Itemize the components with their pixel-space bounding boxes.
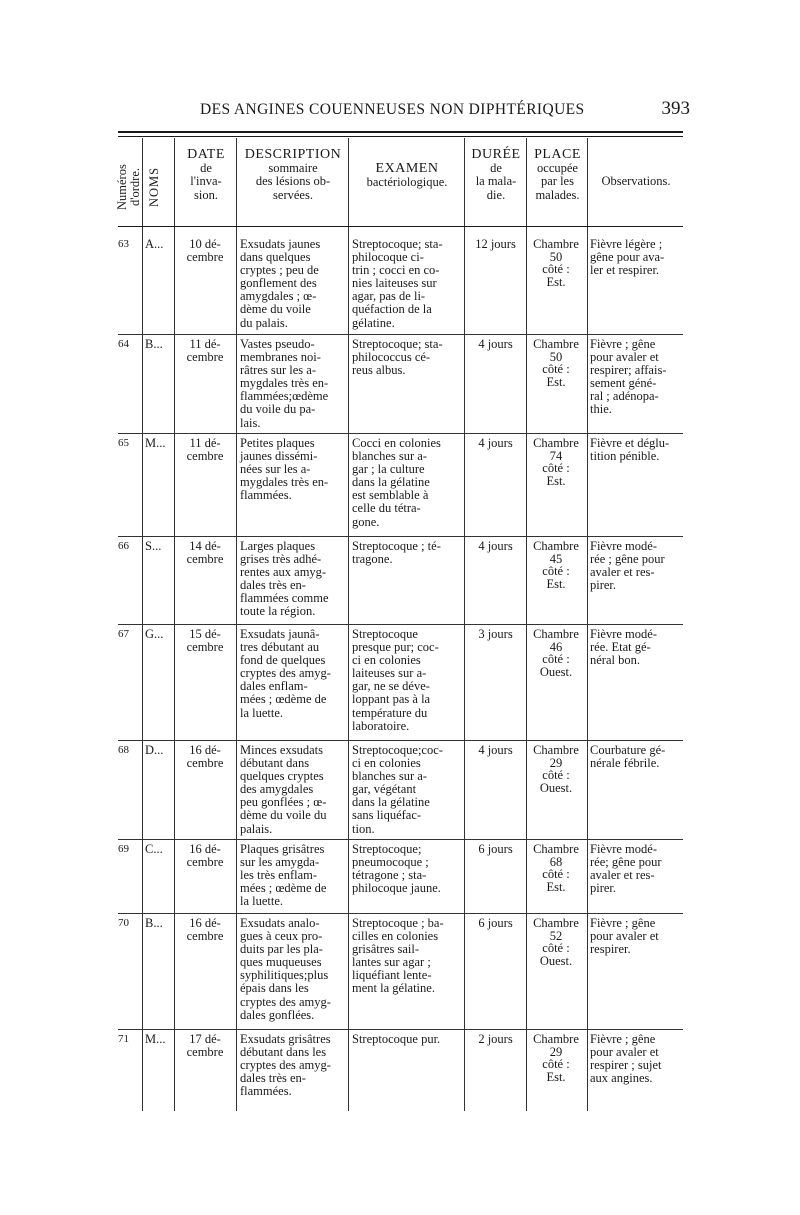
row-place-line: Est. bbox=[546, 576, 566, 591]
row-duree: 3 jours bbox=[478, 627, 513, 641]
row-observations-line: Fièvre ; gêne bbox=[590, 337, 656, 351]
header-place bbox=[528, 148, 587, 202]
row-description-line: dème du voile bbox=[240, 302, 311, 317]
row-observations-line: tition pénible. bbox=[590, 449, 660, 464]
row-place-line: côté : bbox=[542, 941, 570, 955]
row-separator bbox=[118, 624, 683, 625]
header-description-line: sommaire bbox=[268, 160, 318, 175]
row-examen bbox=[352, 437, 462, 529]
row-observations-line: respirer. bbox=[590, 942, 631, 957]
row-description-line: cryptes des amyg- bbox=[240, 666, 331, 681]
header-description-line: DESCRIPTION bbox=[244, 147, 342, 162]
row-place-line: Chambre bbox=[533, 539, 579, 553]
row-number: 63 bbox=[118, 238, 129, 250]
row-observations bbox=[590, 437, 685, 463]
header-examen-line: EXAMEN bbox=[375, 161, 439, 176]
row-observations-line: pirer. bbox=[590, 578, 617, 593]
page-header bbox=[200, 98, 690, 125]
row-description-line: quelques cryptes bbox=[240, 769, 324, 784]
row-examen-line: Streptocoque ; ba- bbox=[352, 916, 444, 930]
row-description-line: grises très adhé- bbox=[240, 552, 322, 567]
row-examen-line: blanches sur a- bbox=[352, 449, 427, 464]
row-duree: 4 jours bbox=[478, 337, 513, 351]
row-date-line: cembre bbox=[186, 929, 224, 944]
row-place-line: côté : bbox=[542, 564, 570, 578]
row-date-line: cembre bbox=[186, 250, 224, 265]
header-description-line: des lésions ob- bbox=[255, 174, 331, 188]
row-observations-line: néral bon. bbox=[590, 653, 640, 668]
row-description-line: membranes noi- bbox=[240, 350, 321, 365]
row-description-line: dales très en- bbox=[240, 578, 306, 593]
row-description-line: dales gonflées. bbox=[240, 1007, 315, 1022]
row-place-line: 50 bbox=[549, 349, 563, 364]
row-duree: 4 jours bbox=[478, 436, 513, 450]
row-observations-line: pour avaler et bbox=[590, 350, 659, 365]
row-description-line: Exsudats jaunâ- bbox=[240, 627, 320, 641]
row-name: B... bbox=[145, 916, 163, 930]
row-date bbox=[177, 338, 233, 364]
row-examen-line: laiteuses sur a- bbox=[352, 666, 427, 681]
row-observations-line: Fièvre et déglu- bbox=[590, 436, 670, 450]
row-place-line: Chambre bbox=[533, 1032, 579, 1046]
row-place-line: côté : bbox=[542, 652, 570, 666]
row-examen-line: agar, pas de li- bbox=[352, 289, 426, 304]
header-date-line: de bbox=[200, 160, 212, 175]
header-description bbox=[238, 148, 348, 202]
row-examen bbox=[352, 540, 462, 566]
row-examen-line: gélatine. bbox=[352, 315, 395, 330]
row-place bbox=[529, 628, 583, 678]
row-description-line: les très enflam- bbox=[240, 868, 318, 883]
row-examen bbox=[352, 843, 462, 895]
row-place-line: Est. bbox=[546, 473, 566, 488]
row-description-line: dème du voile du bbox=[240, 808, 327, 823]
row-description-line: nées sur les a- bbox=[240, 462, 311, 477]
row-description-line: dans quelques bbox=[240, 250, 311, 265]
row-description-line: râtres sur les a- bbox=[240, 363, 317, 378]
row-place bbox=[529, 437, 583, 487]
row-observations-line: respirer; affais- bbox=[590, 363, 667, 378]
row-place-line: 45 bbox=[549, 551, 563, 566]
running-title: DES ANGINES COUENNEUSES NON DIPHTÉRIQUES bbox=[200, 101, 585, 118]
row-separator bbox=[118, 839, 683, 840]
row-description-line: Larges plaques bbox=[240, 539, 316, 553]
row-description-line: Exsudats jaunes bbox=[240, 237, 321, 251]
row-examen-line: dans la gélatine bbox=[352, 795, 430, 810]
row-place-line: 29 bbox=[549, 755, 563, 770]
row-description-line: jaunes dissémi- bbox=[240, 449, 318, 464]
row-place-line: Chambre bbox=[533, 916, 579, 930]
row-place-line: côté : bbox=[542, 461, 570, 475]
row-description-line: la luette. bbox=[240, 894, 284, 909]
top-rule-thin bbox=[118, 136, 683, 137]
row-examen-line: tétragone ; sta- bbox=[352, 868, 427, 883]
row-description-line: mygdales très en- bbox=[240, 376, 329, 391]
row-place bbox=[529, 843, 583, 893]
row-number: 65 bbox=[118, 437, 129, 449]
row-observations bbox=[590, 338, 685, 417]
row-observations-line: thie. bbox=[590, 402, 612, 417]
row-separator bbox=[118, 1029, 683, 1030]
header-date-line: sion. bbox=[194, 187, 218, 202]
row-description-line: rentes aux amyg- bbox=[240, 565, 327, 580]
row-observations-line: pour avaler et bbox=[590, 929, 659, 944]
row-examen-line: celle du tétra- bbox=[352, 501, 421, 516]
header-numero: Numéros d'ordre. bbox=[115, 164, 142, 210]
header-noms: NOMS bbox=[147, 166, 161, 208]
row-number: 70 bbox=[118, 917, 129, 929]
row-date-line: 15 dé- bbox=[189, 627, 221, 641]
row-observations-line: Fièvre modé- bbox=[590, 539, 657, 553]
row-name: M... bbox=[145, 436, 166, 450]
row-duree: 4 jours bbox=[478, 743, 513, 757]
row-observations-line: avaler et res- bbox=[590, 565, 655, 580]
row-observations-line: avaler et res- bbox=[590, 868, 655, 883]
row-examen-line: grisâtres sail- bbox=[352, 942, 419, 957]
row-observations-line: rée ; gêne pour bbox=[590, 552, 665, 567]
row-date-line: 10 dé- bbox=[189, 237, 221, 251]
row-description-line: Minces exsudats bbox=[240, 743, 323, 757]
row-date-line: cembre bbox=[186, 350, 224, 365]
row-observations-line: sement géné- bbox=[590, 376, 657, 391]
row-examen-line: gone. bbox=[352, 514, 380, 529]
row-place-line: Chambre bbox=[533, 842, 579, 856]
row-place-line: Ouest. bbox=[539, 780, 573, 795]
row-number: 71 bbox=[118, 1033, 129, 1045]
row-examen-line: philococcus cé- bbox=[352, 350, 431, 365]
row-observations-line: ler et respirer. bbox=[590, 263, 660, 278]
row-examen-line: Streptocoque; bbox=[352, 842, 422, 856]
row-description-line: débutant dans bbox=[240, 756, 310, 771]
row-examen-line: ment la gélatine. bbox=[352, 981, 435, 996]
row-examen-line: Streptocoque ; té- bbox=[352, 539, 441, 553]
row-date-line: 16 dé- bbox=[189, 842, 221, 856]
row-place-line: Est. bbox=[546, 374, 566, 389]
row-place-line: 74 bbox=[549, 448, 563, 463]
row-examen-line: ci en colonies bbox=[352, 756, 421, 771]
row-date-line: cembre bbox=[186, 1045, 224, 1060]
row-description-line: Petites plaques bbox=[240, 436, 315, 450]
row-number: 69 bbox=[118, 843, 129, 855]
row-examen-line: tragone. bbox=[352, 552, 393, 567]
header-date bbox=[176, 148, 236, 202]
row-description-line: sur les amygda- bbox=[240, 855, 320, 870]
row-description-line: épais dans les bbox=[240, 981, 309, 996]
row-observations bbox=[590, 628, 685, 667]
row-examen bbox=[352, 917, 462, 996]
top-rule bbox=[118, 131, 683, 133]
row-date bbox=[177, 437, 233, 463]
row-examen bbox=[352, 238, 462, 330]
page-number: 393 bbox=[661, 98, 690, 119]
row-description-line: Vastes pseudo- bbox=[240, 337, 315, 351]
row-observations-line: Fièvre modé- bbox=[590, 627, 657, 641]
header-duree-line: DURÉE bbox=[471, 147, 521, 162]
row-observations-line: gêne pour ava- bbox=[590, 250, 665, 265]
row-examen-line: gar, ne se déve- bbox=[352, 679, 430, 694]
header-place-line: par les bbox=[541, 174, 574, 188]
row-place-line: 29 bbox=[549, 1044, 563, 1059]
row-examen-line: philocoque jaune. bbox=[352, 881, 441, 896]
row-place-line: Ouest. bbox=[539, 664, 573, 679]
row-description-line: cryptes ; peu de bbox=[240, 263, 319, 278]
row-place bbox=[529, 1033, 583, 1083]
row-description bbox=[240, 628, 346, 720]
row-date bbox=[177, 628, 233, 654]
row-name: B... bbox=[145, 337, 163, 351]
row-place-line: Est. bbox=[546, 879, 566, 894]
row-description bbox=[240, 540, 346, 619]
row-description bbox=[240, 843, 346, 908]
row-description bbox=[240, 338, 346, 430]
row-examen-line: cilles en colonies bbox=[352, 929, 439, 944]
row-description-line: duits par les pla- bbox=[240, 942, 323, 957]
row-date-line: 16 dé- bbox=[189, 916, 221, 930]
row-description-line: Exsudats grisâtres bbox=[240, 1032, 331, 1046]
row-description-line: débutant dans les bbox=[240, 1045, 327, 1060]
row-name: A... bbox=[145, 237, 164, 251]
row-description-line: des amygdales bbox=[240, 782, 314, 797]
row-examen-line: philocoque ci- bbox=[352, 250, 424, 265]
row-separator bbox=[118, 913, 683, 914]
row-examen-line: laboratoire. bbox=[352, 718, 410, 733]
row-examen-line: température du bbox=[352, 705, 428, 720]
header-date-line: l'inva- bbox=[190, 174, 222, 188]
row-date bbox=[177, 540, 233, 566]
row-examen bbox=[352, 1033, 462, 1046]
row-description-line: du palais. bbox=[240, 315, 288, 330]
row-examen-line: gar, végétant bbox=[352, 782, 417, 797]
row-place-line: Chambre bbox=[533, 743, 579, 757]
row-separator bbox=[118, 740, 683, 741]
row-observations bbox=[590, 238, 685, 277]
row-description-line: mygdales très en- bbox=[240, 475, 329, 490]
row-examen-line: dans la gélatine bbox=[352, 475, 430, 490]
row-examen-line: sans liquéfac- bbox=[352, 808, 422, 823]
row-separator bbox=[118, 536, 683, 537]
row-observations bbox=[590, 917, 685, 956]
row-observations-line: Fièvre modé- bbox=[590, 842, 657, 856]
row-examen-line: reus albus. bbox=[352, 363, 406, 378]
row-name: S... bbox=[145, 539, 162, 553]
row-name: C... bbox=[145, 842, 163, 856]
header-place-line: malades. bbox=[535, 187, 580, 202]
row-examen-line: Streptocoque; sta- bbox=[352, 337, 443, 351]
row-place-line: 46 bbox=[549, 639, 563, 654]
row-description-line: syphilitiques;plus bbox=[240, 968, 329, 983]
header-place-line: occupée bbox=[537, 160, 578, 175]
row-observations-line: respirer ; sujet bbox=[590, 1058, 662, 1073]
row-duree: 4 jours bbox=[478, 539, 513, 553]
row-observations-line: Courbature gé- bbox=[590, 743, 666, 757]
row-duree: 6 jours bbox=[478, 842, 513, 856]
row-examen-line: presque pur; coc- bbox=[352, 640, 439, 655]
row-description bbox=[240, 1033, 346, 1098]
row-place bbox=[529, 338, 583, 388]
row-examen-line: quéfaction de la bbox=[352, 302, 432, 317]
row-description-line: ques muqueuses bbox=[240, 955, 322, 970]
header-duree-line: la mala- bbox=[475, 174, 517, 188]
row-description bbox=[240, 917, 346, 1022]
row-description-line: palais. bbox=[240, 821, 273, 836]
row-examen-line: liquéfiant lente- bbox=[352, 968, 432, 983]
header-place-line: PLACE bbox=[534, 147, 581, 162]
row-place-line: Chambre bbox=[533, 436, 579, 450]
row-description-line: dales très en- bbox=[240, 1071, 306, 1086]
header-observations: Observations. bbox=[601, 174, 671, 188]
row-date-line: cembre bbox=[186, 552, 224, 567]
row-description-line: fond de quelques bbox=[240, 653, 326, 668]
row-description bbox=[240, 238, 346, 330]
row-examen-line: blanches sur a- bbox=[352, 769, 427, 784]
row-examen-line: Streptocoque;coc- bbox=[352, 743, 443, 757]
row-date-line: 14 dé- bbox=[189, 539, 221, 553]
row-description-line: amygdales ; œ- bbox=[240, 289, 317, 304]
row-place-line: côté : bbox=[542, 362, 570, 376]
row-place-line: Chambre bbox=[533, 237, 579, 251]
row-examen-line: lantes sur agar ; bbox=[352, 955, 431, 970]
header-examen bbox=[350, 162, 464, 189]
header-description-line: servées. bbox=[273, 187, 313, 202]
row-observations-line: pour avaler et bbox=[590, 1045, 659, 1060]
row-description bbox=[240, 437, 346, 502]
row-description-line: tres débutant au bbox=[240, 640, 320, 655]
row-description-line: flammées. bbox=[240, 1084, 292, 1099]
row-place-line: côté : bbox=[542, 262, 570, 276]
row-number: 66 bbox=[118, 540, 129, 552]
row-examen bbox=[352, 338, 462, 377]
row-observations bbox=[590, 1033, 685, 1085]
row-examen-line: Streptocoque; sta- bbox=[352, 237, 443, 251]
row-observations bbox=[590, 843, 685, 895]
row-description-line: flammées comme bbox=[240, 591, 329, 606]
row-description-line: cryptes des amyg- bbox=[240, 994, 331, 1009]
row-date-line: 11 dé- bbox=[189, 337, 221, 351]
row-description-line: du voile du pa- bbox=[240, 402, 316, 417]
row-observations-line: rée; gêne pour bbox=[590, 855, 662, 870]
row-examen-line: Streptocoque pur. bbox=[352, 1032, 441, 1046]
row-place-line: côté : bbox=[542, 1057, 570, 1071]
row-examen bbox=[352, 628, 462, 733]
row-date-line: cembre bbox=[186, 640, 224, 655]
row-description-line: mées ; œdème de bbox=[240, 881, 327, 896]
row-observations bbox=[590, 540, 685, 592]
row-examen-line: loppant pas à la bbox=[352, 692, 431, 707]
row-description-line: dales enflam- bbox=[240, 679, 308, 694]
row-observations bbox=[590, 744, 685, 770]
row-date bbox=[177, 744, 233, 770]
row-examen-line: trin ; cocci en co- bbox=[352, 263, 440, 278]
row-number: 68 bbox=[118, 744, 129, 756]
row-observations-line: aux angines. bbox=[590, 1071, 653, 1086]
row-description-line: Exsudats analo- bbox=[240, 916, 320, 930]
row-place-line: 50 bbox=[549, 249, 563, 264]
header-bottom-rule bbox=[118, 226, 683, 227]
row-observations-line: Fièvre légère ; bbox=[590, 237, 663, 251]
row-place-line: Est. bbox=[546, 1069, 566, 1084]
row-separator bbox=[118, 334, 683, 335]
row-place-line: 68 bbox=[549, 854, 563, 869]
row-place-line: 52 bbox=[549, 928, 563, 943]
row-examen-line: Streptocoque bbox=[352, 627, 418, 641]
row-description-line: gues à ceux pro- bbox=[240, 929, 323, 944]
row-examen-line: gar ; la culture bbox=[352, 462, 425, 477]
row-examen-line: ci en colonies bbox=[352, 653, 421, 668]
row-examen-line: nies laiteuses sur bbox=[352, 276, 437, 291]
header-duree-line: de bbox=[490, 160, 502, 175]
row-observations-line: pirer. bbox=[590, 881, 617, 896]
row-date-line: 16 dé- bbox=[189, 743, 221, 757]
row-description-line: la luette. bbox=[240, 705, 284, 720]
row-observations-line: Fièvre ; gêne bbox=[590, 916, 656, 930]
row-name: M... bbox=[145, 1032, 166, 1046]
row-duree: 2 jours bbox=[478, 1032, 513, 1046]
header-duree bbox=[466, 148, 526, 202]
row-observations-line: nérale fébrile. bbox=[590, 756, 660, 771]
row-description-line: flammées. bbox=[240, 488, 292, 503]
row-description-line: flammées;œdème bbox=[240, 389, 329, 404]
row-description-line: Plaques grisâtres bbox=[240, 842, 325, 856]
row-duree: 6 jours bbox=[478, 916, 513, 930]
row-date-line: 17 dé- bbox=[189, 1032, 221, 1046]
row-place bbox=[529, 744, 583, 794]
row-description-line: cryptes des amyg- bbox=[240, 1058, 331, 1073]
row-date bbox=[177, 843, 233, 869]
row-place-line: Est. bbox=[546, 274, 566, 289]
row-place-line: Ouest. bbox=[539, 953, 573, 968]
row-examen-line: est semblable à bbox=[352, 488, 429, 503]
header-duree-line: die. bbox=[486, 187, 506, 202]
row-place-line: côté : bbox=[542, 768, 570, 782]
row-description-line: gonflement des bbox=[240, 276, 317, 291]
row-examen-line: tion. bbox=[352, 821, 375, 836]
header-examen-line: bactériologique. bbox=[366, 174, 448, 189]
row-description-line: peu gonflées ; œ- bbox=[240, 795, 327, 810]
row-name: G... bbox=[145, 627, 164, 641]
row-date-line: cembre bbox=[186, 756, 224, 771]
row-examen bbox=[352, 744, 462, 836]
row-duree: 12 jours bbox=[475, 237, 516, 251]
row-date-line: cembre bbox=[186, 855, 224, 870]
row-observations-line: rée. Etat gé- bbox=[590, 640, 651, 655]
row-number: 64 bbox=[118, 338, 129, 350]
row-name: D... bbox=[145, 743, 164, 757]
row-date-line: cembre bbox=[186, 449, 224, 464]
row-observations-line: Fièvre ; gêne bbox=[590, 1032, 656, 1046]
row-place bbox=[529, 917, 583, 967]
row-description-line: toute la région. bbox=[240, 604, 316, 619]
row-place-line: Chambre bbox=[533, 337, 579, 351]
row-examen-line: Cocci en colonies bbox=[352, 436, 441, 450]
row-place bbox=[529, 238, 583, 288]
row-observations-line: ral ; adénopa- bbox=[590, 389, 659, 404]
row-examen-line: pneumocoque ; bbox=[352, 855, 429, 870]
row-place-line: Chambre bbox=[533, 627, 579, 641]
row-place bbox=[529, 540, 583, 590]
row-number: 67 bbox=[118, 628, 129, 640]
row-date bbox=[177, 917, 233, 943]
header-date-line: DATE bbox=[187, 147, 225, 162]
row-description-line: mées ; œdème de bbox=[240, 692, 327, 707]
row-description-line: lais. bbox=[240, 415, 261, 430]
row-date bbox=[177, 1033, 233, 1059]
row-place-line: côté : bbox=[542, 867, 570, 881]
row-date bbox=[177, 238, 233, 264]
row-description bbox=[240, 744, 346, 836]
row-date-line: 11 dé- bbox=[189, 436, 221, 450]
row-separator bbox=[118, 433, 683, 434]
